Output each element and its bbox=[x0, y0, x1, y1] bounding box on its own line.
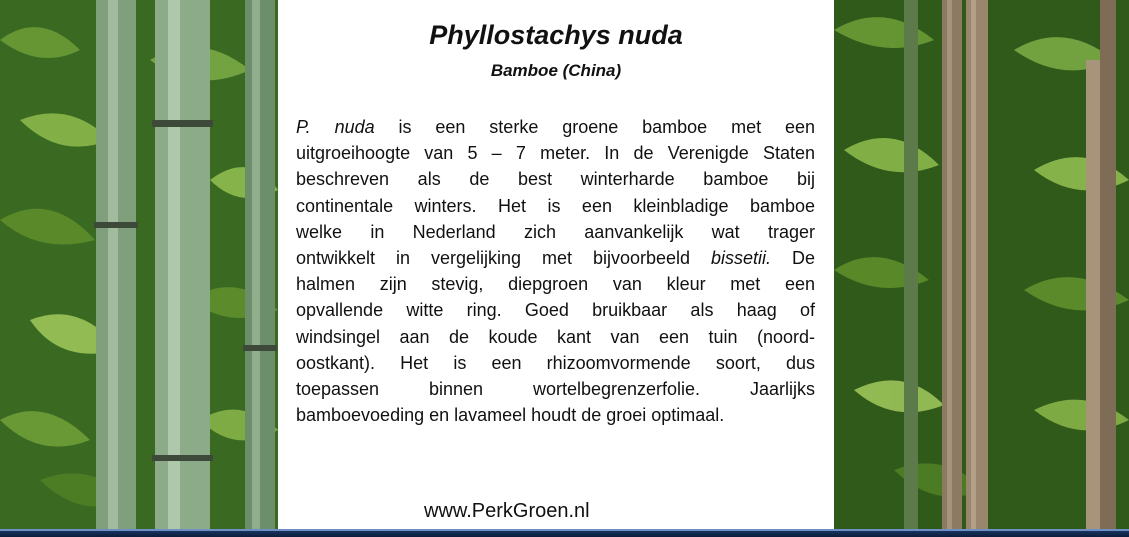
description-paragraph bbox=[296, 114, 815, 428]
description-line bbox=[296, 140, 815, 166]
website-link[interactable]: www.PerkGroen.nl bbox=[424, 500, 590, 522]
text-run: toepassen binnen wortelbegrenzerfolie. Jaarlijks bbox=[296, 378, 815, 399]
text-run: oostkant). Het is een rhizoomvormende soort, dus bbox=[296, 352, 815, 373]
text-run: uitgroeihoogte van 5 – 7 meter. In de Verenigde Staten bbox=[296, 143, 815, 164]
description-line bbox=[296, 324, 815, 350]
description-line bbox=[296, 350, 815, 376]
text-run: ontwikkelt in vergelijking met bijvoorbeeld bbox=[296, 247, 711, 268]
text-run: opvallende witte ring. Goed bruikbaar als haag of bbox=[296, 300, 815, 321]
text-run: continentale winters. Het is een kleinbladige bamboe bbox=[296, 195, 815, 216]
text-run: is een sterke groene bamboe met een bbox=[374, 117, 815, 137]
page-title: Phyllostachys nuda bbox=[429, 20, 683, 50]
description-line bbox=[296, 245, 815, 271]
description-line bbox=[296, 219, 815, 245]
bamboo-photo-right bbox=[834, 0, 1129, 530]
description-line bbox=[296, 166, 815, 192]
description-line bbox=[296, 297, 815, 323]
bamboo-photo-left bbox=[0, 0, 278, 530]
page-subtitle: Bamboe (China) bbox=[490, 61, 622, 80]
italic-text: bissetii. bbox=[710, 247, 772, 268]
text-run: halmen zijn stevig, diepgroen van kleur met een bbox=[296, 274, 815, 295]
text-run: bamboevoeding en lavameel houdt de groei optimaal. bbox=[296, 405, 725, 426]
description-line bbox=[296, 114, 815, 140]
text-run: welke in Nederland zich aanvankelijk wat trager bbox=[296, 221, 815, 242]
description-line bbox=[296, 402, 815, 428]
bottom-border-bar bbox=[0, 529, 1129, 537]
text-run: windsingel aan de koude kant van een tuin (noord- bbox=[296, 326, 815, 347]
italic-text: P. nuda bbox=[296, 117, 375, 137]
text-run: beschreven als de best winterharde bamboe bij bbox=[296, 169, 815, 190]
description-line bbox=[296, 271, 815, 297]
description-line bbox=[296, 376, 815, 402]
text-run: De bbox=[771, 247, 815, 268]
description-line bbox=[296, 193, 815, 219]
